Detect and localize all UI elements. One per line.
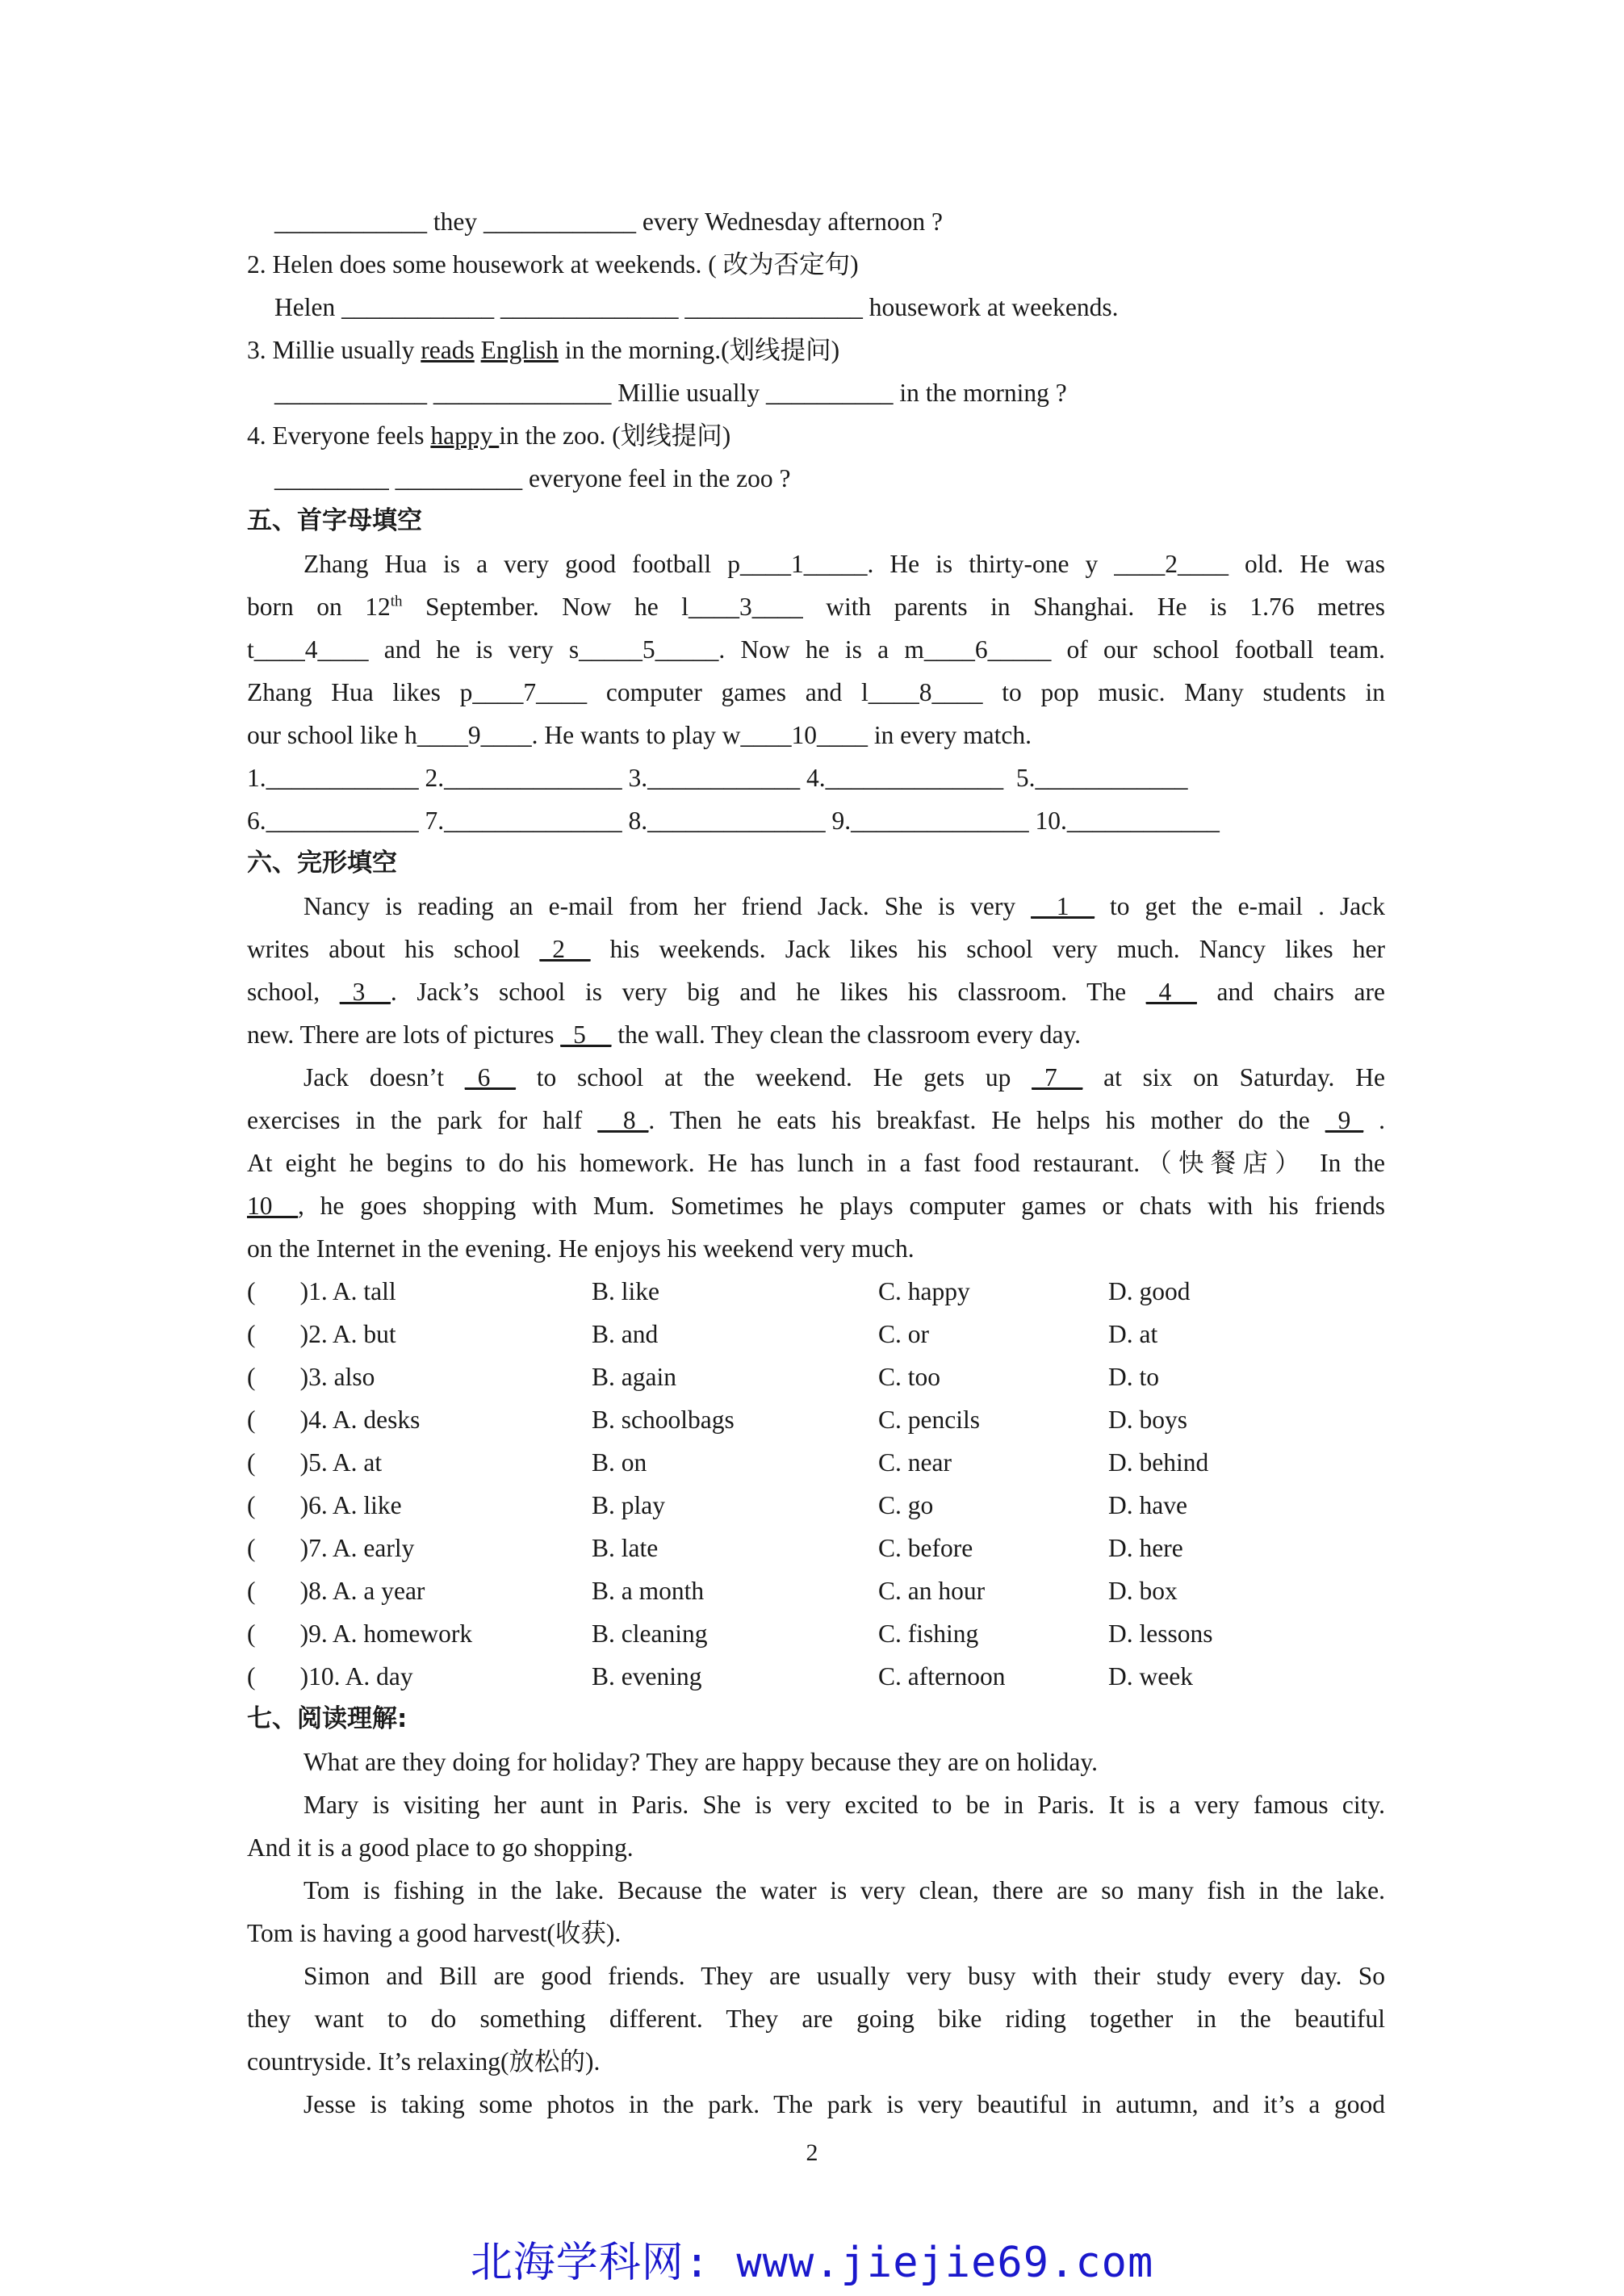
section-7-heading: 七、阅读理解: <box>247 1704 408 1733</box>
blank-number: _9_ <box>1325 1106 1364 1134</box>
blank-number: 10__ <box>247 1192 298 1220</box>
option-choice: C. an hour <box>878 1577 986 1605</box>
option-question: ( )6. A. like <box>247 1491 402 1519</box>
passage-line: new. There are lots of pictures _5__ the wall. They clean the classroom every day. <box>247 1020 1082 1049</box>
blank-number: __1__ <box>1031 892 1095 920</box>
option-question: ( )1. A. tall <box>247 1277 396 1305</box>
question-2: 2. Helen does some housework at weekends. ( 改为否定句) <box>247 250 859 279</box>
option-choice: B. evening <box>592 1662 702 1691</box>
option-choice: C. before <box>878 1534 973 1562</box>
blank-number: __8_ <box>597 1106 649 1134</box>
reading-line: Simon and Bill are good friends. They are usually very busy with their study every day. So <box>303 1962 1385 1990</box>
option-choice: D. week <box>1108 1662 1193 1691</box>
option-question: ( )8. A. a year <box>247 1577 425 1605</box>
option-choice: D. box <box>1108 1577 1178 1605</box>
reading-line: Mary is visiting her aunt in Paris. She is very excited to be in Paris. It is a very famous city. <box>303 1791 1385 1819</box>
option-choice: C. near <box>878 1448 952 1477</box>
passage-line: writes about his school _2__ his weekends. Jack likes his school very much. Nancy likes her <box>247 935 1385 963</box>
option-choice: B. schoolbags <box>592 1406 735 1434</box>
passage-line: 10__, he goes shopping with Mum. Sometimes he plays computer games or chats with his friends <box>247 1192 1385 1220</box>
question-3-answer: ____________ ______________ Millie usually __________ in the morning ? <box>274 379 1067 407</box>
reading-line: they want to do something different. They are going bike riding together in the beautiful <box>247 2005 1385 2033</box>
question-3: 3. Millie usually reads English in the morning.(划线提问) <box>247 336 840 364</box>
blank-number: _7__ <box>1032 1063 1083 1091</box>
passage-line: Jack doesn’t _6__ to school at the weekend. He gets up _7__ at six on Saturday. He <box>303 1063 1386 1091</box>
option-choice: C. or <box>878 1320 929 1348</box>
passage-line: school, _3__. Jack’s school is very big and he likes his classroom. The _4__ and chairs are <box>247 978 1385 1006</box>
footer-watermark[interactable]: 北海学科网: www.jiejie69.com <box>470 2239 1154 2287</box>
cloze-paragraph-line: our school like h____9____. He wants to play w____10____ in every match. <box>247 721 1032 749</box>
underlined-word: reads <box>421 336 475 364</box>
option-question: ( )2. A. but <box>247 1320 396 1348</box>
sentence-transform-line: ____________ they ____________ every Wednesday afternoon ? <box>274 207 943 236</box>
option-choice: D. to <box>1108 1363 1159 1391</box>
reading-line: Tom is having a good harvest(收获). <box>247 1919 622 1947</box>
question-2-answer: Helen ____________ ______________ ______________ housework at weekends. <box>274 293 1119 321</box>
option-question: ( )5. A. at <box>247 1448 383 1477</box>
option-choice: C. afternoon <box>878 1662 1006 1691</box>
reading-line: countryside. It’s relaxing(放松的). <box>247 2047 601 2076</box>
passage-line: exercises in the park for half __8_. Then he eats his breakfast. He helps his mother do the _9_ . <box>247 1106 1385 1134</box>
option-choice: B. again <box>592 1363 676 1391</box>
option-choice: C. happy <box>878 1277 970 1305</box>
answer-blanks-row: 1.____________ 2.______________ 3.____________ 4.______________ 5.____________ <box>247 764 1188 792</box>
option-choice: B. on <box>592 1448 647 1477</box>
section-5-heading: 五、首字母填空 <box>247 506 422 535</box>
page-number: 2 <box>806 2139 818 2166</box>
reading-line: Jesse is taking some photos in the park. The park is very beautiful in autumn, and it’s a good <box>303 2090 1385 2118</box>
option-choice: B. play <box>592 1491 665 1519</box>
blank-number: _6__ <box>464 1063 516 1091</box>
blank-number: _2__ <box>539 935 591 963</box>
option-choice: D. have <box>1108 1491 1187 1519</box>
reading-line: And it is a good place to go shopping. <box>247 1833 634 1862</box>
option-choice: C. go <box>878 1491 934 1519</box>
option-choice: C. fishing <box>878 1619 979 1648</box>
cloze-paragraph-line: t____4____ and he is very s_____5_____. Now he is a m____6_____ of our school football team. <box>247 635 1385 664</box>
blank-number: _5__ <box>560 1020 612 1049</box>
answer-blanks-row: 6.____________ 7.______________ 8.______________ 9.______________ 10.____________ <box>247 807 1220 835</box>
option-choice: B. a month <box>592 1577 705 1605</box>
option-choice: C. pencils <box>878 1406 980 1434</box>
blank-number: _4__ <box>1145 978 1197 1006</box>
option-choice: D. at <box>1108 1320 1158 1348</box>
underlined-word: English <box>480 336 559 364</box>
option-choice: C. too <box>878 1363 941 1391</box>
option-question: ( )3. also <box>247 1363 375 1391</box>
section-6-heading: 六、完形填空 <box>247 848 397 878</box>
reading-line: What are they doing for holiday? They are happy because they are on holiday. <box>303 1748 1098 1776</box>
option-choice: D. good <box>1108 1277 1191 1305</box>
cloze-paragraph-line: Zhang Hua likes p____7____ computer games and l____8____ to pop music. Many students in <box>247 678 1385 706</box>
passage-line: on the Internet in the evening. He enjoys his weekend very much. <box>247 1234 915 1263</box>
option-question: ( )10. A. day <box>247 1662 413 1691</box>
question-4-answer: _________ __________ everyone feel in the zoo ? <box>274 464 791 492</box>
passage-line: At eight he begins to do his homework. He has lunch in a fast food restaurant.（快餐店） In the <box>247 1149 1385 1177</box>
underlined-word: happy <box>430 421 500 450</box>
option-choice: B. like <box>592 1277 659 1305</box>
option-choice: B. and <box>592 1320 659 1348</box>
passage-line: Nancy is reading an e-mail from her friend Jack. She is very __1__ to get the e-mail . Jack <box>303 892 1385 920</box>
option-choice: D. behind <box>1108 1448 1209 1477</box>
option-choice: B. cleaning <box>592 1619 708 1648</box>
blank-number: _3__ <box>339 978 391 1006</box>
option-choice: D. here <box>1108 1534 1183 1562</box>
option-choice: D. boys <box>1108 1406 1188 1434</box>
reading-line: Tom is fishing in the lake. Because the water is very clean, there are so many fish in the lake. <box>303 1876 1385 1904</box>
question-4: 4. Everyone feels happy in the zoo. (划线提问) <box>247 421 731 450</box>
cloze-paragraph-line: Zhang Hua is a very good football p____1_____. He is thirty-one y ____2____ old. He was <box>303 550 1385 578</box>
option-question: ( )9. A. homework <box>247 1619 473 1648</box>
cloze-paragraph-line: born on 12th September. Now he l____3____ with parents in Shanghai. He is 1.76 metres <box>247 593 1385 621</box>
option-question: ( )7. A. early <box>247 1534 415 1562</box>
option-choice: B. late <box>592 1534 659 1562</box>
option-choice: D. lessons <box>1108 1619 1213 1648</box>
option-question: ( )4. A. desks <box>247 1406 421 1434</box>
